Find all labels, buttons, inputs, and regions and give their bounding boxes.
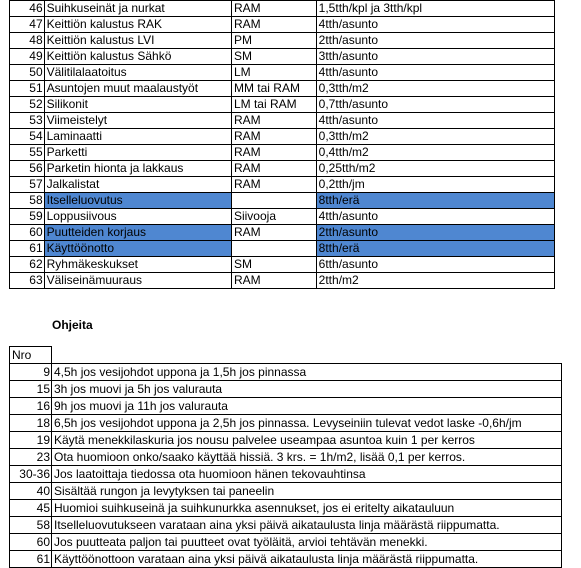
list-item: [10, 517, 562, 534]
note-number-cell: 30-36: [10, 466, 52, 483]
table-row: [10, 161, 555, 177]
table-row: [10, 65, 555, 81]
task-name-cell: Keittiön kalustus Sähkö: [44, 49, 231, 65]
task-name-cell: Keittiön kalustus LVI: [44, 33, 231, 49]
table-row: [10, 129, 555, 145]
table-row: [10, 97, 555, 113]
task-number-cell: 61: [10, 241, 45, 257]
task-responsible-cell: LM tai RAM: [231, 97, 316, 113]
task-name-cell: Välitilalaatoitus: [44, 65, 231, 81]
task-amount-cell: 2tth/asunto: [316, 33, 554, 49]
task-number-cell: 47: [10, 17, 45, 33]
task-number-cell: 49: [10, 49, 45, 65]
task-amount-cell: 0,25tth/m2: [316, 161, 554, 177]
task-number-cell: 48: [10, 33, 45, 49]
list-item: [10, 398, 562, 415]
task-responsible-cell: MM tai RAM: [231, 81, 316, 97]
note-text-cell: Käyttöönottoon varataan aina yksi päivä aikataulusta linja määrästä riippumatta.: [52, 551, 562, 568]
table-row: [10, 1, 555, 17]
list-item: [10, 415, 562, 432]
task-name-cell: Väliseinämuuraus: [44, 273, 231, 289]
note-number-cell: 16: [10, 398, 52, 415]
task-name-cell: Parketin hionta ja lakkaus: [44, 161, 231, 177]
note-text-cell: 9h jos muovi ja 11h jos valurauta: [52, 398, 562, 415]
note-number-cell: 9: [10, 364, 52, 381]
task-amount-cell: 2tth/m2: [316, 273, 554, 289]
list-item: [10, 381, 562, 398]
note-number-cell: 61: [10, 551, 52, 568]
task-responsible-cell: RAM: [231, 113, 316, 129]
task-amount-cell: 4tth/asunto: [316, 113, 554, 129]
task-number-cell: 54: [10, 129, 45, 145]
task-responsible-cell: PM: [231, 33, 316, 49]
task-amount-cell: 0,2tth/jm: [316, 177, 554, 193]
notes-table-body: [10, 347, 562, 568]
task-responsible-cell: RAM: [231, 17, 316, 33]
table-row: [10, 225, 555, 241]
task-number-cell: 55: [10, 145, 45, 161]
table-row: [10, 273, 555, 289]
task-table-body: [10, 1, 555, 289]
note-text-cell: Käytä menekkilaskuria jos nousu palvelee useampaa asuntoa kuin 1 per kerros: [52, 432, 562, 449]
task-responsible-cell: RAM: [231, 273, 316, 289]
task-number-cell: 46: [10, 1, 45, 17]
task-amount-cell: 8tth/erä: [316, 241, 554, 257]
list-item: [10, 449, 562, 466]
note-number-cell: 18: [10, 415, 52, 432]
task-number-cell: 56: [10, 161, 45, 177]
task-responsible-cell: Siivooja: [231, 209, 316, 225]
task-number-cell: 62: [10, 257, 45, 273]
table-row: [10, 33, 555, 49]
note-text-cell: Ota huomioon onko/saako käyttää hissiä. 3 krs. = 1h/m2, lisää 0,1 per kerros.: [52, 449, 562, 466]
task-amount-cell: 0,7tth/asunto: [316, 97, 554, 113]
task-amount-cell: 0,3tth/m2: [316, 81, 554, 97]
task-responsible-cell: [231, 193, 316, 209]
list-item: [10, 551, 562, 568]
notes-header-row: [10, 347, 562, 364]
list-item: [10, 432, 562, 449]
task-amount-cell: 2tth/asunto: [316, 225, 554, 241]
note-text-cell: 3h jos muovi ja 5h jos valurauta: [52, 381, 562, 398]
task-responsible-cell: RAM: [231, 145, 316, 161]
table-row: [10, 81, 555, 97]
task-amount-cell: 4tth/asunto: [316, 209, 554, 225]
task-responsible-cell: RAM: [231, 177, 316, 193]
table-row: [10, 241, 555, 257]
task-amount-cell: 4tth/asunto: [316, 65, 554, 81]
task-amount-cell: 0,3tth/m2: [316, 129, 554, 145]
notes-nro-header: Nro: [10, 347, 52, 364]
note-number-cell: 40: [10, 483, 52, 500]
task-name-cell: Ryhmäkeskukset: [44, 257, 231, 273]
task-name-cell: Loppusiivous: [44, 209, 231, 225]
task-name-cell: Käyttöönotto: [44, 241, 231, 257]
task-responsible-cell: [231, 241, 316, 257]
note-text-cell: Itselleluovutukseen varataan aina yksi päivä aikataulusta linja määrästä riippumatta.: [52, 517, 562, 534]
task-name-cell: Viimeistelyt: [44, 113, 231, 129]
task-amount-cell: 1,5tth/kpl ja 3tth/kpl: [316, 1, 554, 17]
task-number-cell: 57: [10, 177, 45, 193]
task-amount-cell: 3tth/asunto: [316, 49, 554, 65]
task-responsible-cell: RAM: [231, 225, 316, 241]
task-responsible-cell: LM: [231, 65, 316, 81]
task-name-cell: Asuntojen muut maalaustyöt: [44, 81, 231, 97]
note-text-cell: Jos laatoittaja tiedossa ota huomioon hänen tekovauhtinsa: [52, 466, 562, 483]
table-row: [10, 177, 555, 193]
task-name-cell: Laminaatti: [44, 129, 231, 145]
table-row: [10, 193, 555, 209]
task-responsible-cell: SM: [231, 49, 316, 65]
task-amount-cell: 6tth/asunto: [316, 257, 554, 273]
task-number-cell: 51: [10, 81, 45, 97]
note-text-cell: 6,5h jos vesijohdot uppona ja 2,5h jos pinnassa. Levyseiniin tulevat vedot laske -0,6h/jm: [52, 415, 562, 432]
task-responsible-cell: RAM: [231, 161, 316, 177]
task-number-cell: 60: [10, 225, 45, 241]
list-item: [10, 466, 562, 483]
table-row: [10, 145, 555, 161]
table-row: [10, 257, 555, 273]
task-responsible-cell: SM: [231, 257, 316, 273]
task-number-cell: 53: [10, 113, 45, 129]
note-text-cell: 4,5h jos vesijohdot uppona ja 1,5h jos pinnassa: [52, 364, 562, 381]
task-amount-cell: 4tth/asunto: [316, 17, 554, 33]
note-number-cell: 15: [10, 381, 52, 398]
note-number-cell: 45: [10, 500, 52, 517]
table-row: [10, 17, 555, 33]
task-number-cell: 63: [10, 273, 45, 289]
task-name-cell: Puutteiden korjaus: [44, 225, 231, 241]
notes-table: [9, 346, 562, 568]
task-number-cell: 59: [10, 209, 45, 225]
note-text-cell: Jos puutteata paljon tai puutteet ovat työläitä, arvioi tehtävän menekki.: [52, 534, 562, 551]
list-item: [10, 534, 562, 551]
task-name-cell: Itselleluovutus: [44, 193, 231, 209]
task-amount-cell: 8tth/erä: [316, 193, 554, 209]
task-amount-cell: 0,4tth/m2: [316, 145, 554, 161]
note-number-cell: 23: [10, 449, 52, 466]
note-number-cell: 58: [10, 517, 52, 534]
task-responsible-cell: RAM: [231, 1, 316, 17]
task-name-cell: Jalkalistat: [44, 177, 231, 193]
task-number-cell: 52: [10, 97, 45, 113]
task-name-cell: Suihkuseinät ja nurkat: [44, 1, 231, 17]
notes-heading: Ohjeita: [52, 318, 93, 332]
task-responsible-cell: RAM: [231, 129, 316, 145]
list-item: [10, 500, 562, 517]
list-item: [10, 364, 562, 381]
task-estimate-table: [9, 0, 555, 289]
list-item: [10, 483, 562, 500]
task-name-cell: Parketti: [44, 145, 231, 161]
table-row: [10, 49, 555, 65]
note-text-cell: Huomioi suihkuseinä ja suihkunurkka asennukset, jos ei eritelty aikatauluun: [52, 500, 562, 517]
task-number-cell: 58: [10, 193, 45, 209]
notes-text-header: [52, 347, 562, 364]
task-name-cell: Silikonit: [44, 97, 231, 113]
table-row: [10, 209, 555, 225]
note-text-cell: Sisältää rungon ja levytyksen tai paneelin: [52, 483, 562, 500]
task-name-cell: Keittiön kalustus RAK: [44, 17, 231, 33]
note-number-cell: 19: [10, 432, 52, 449]
note-number-cell: 60: [10, 534, 52, 551]
table-row: [10, 113, 555, 129]
task-number-cell: 50: [10, 65, 45, 81]
